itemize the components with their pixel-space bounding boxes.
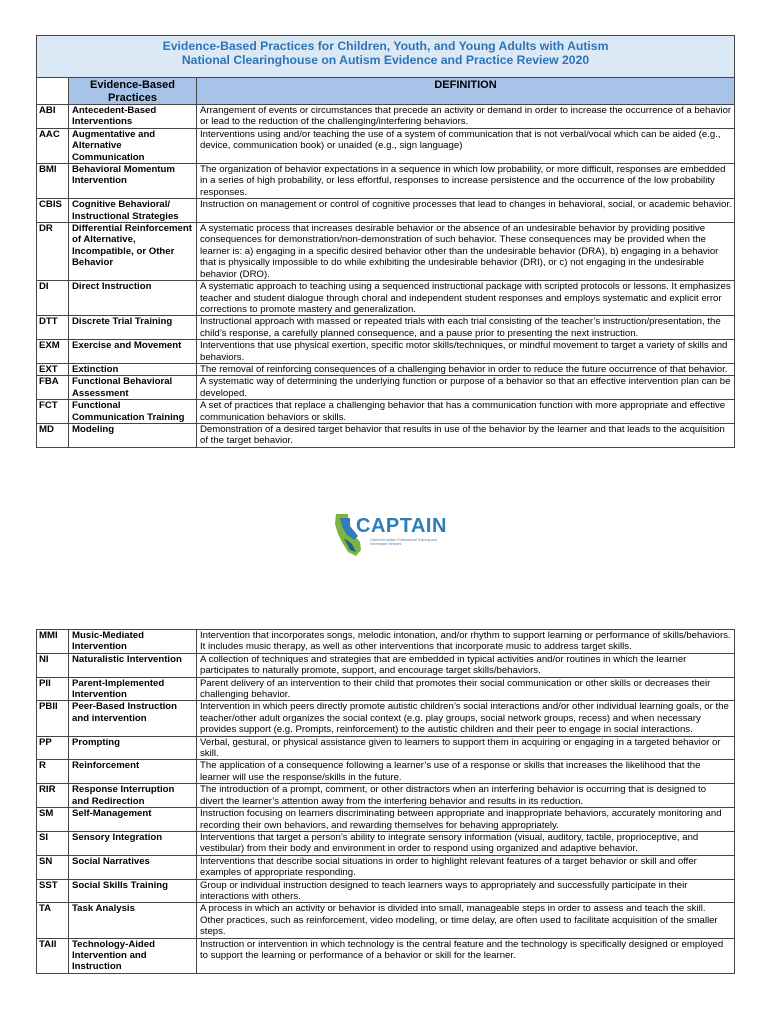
practice-definition: The organization of behavior expectations in a sequence in which low probability, or more difficult, responses are embedded in a series of high probability, or less effortful, responses to increase persistence and the occurrence of the low probability responses. — [197, 164, 735, 199]
practice-definition: Instruction on management or control of cognitive processes that lead to changes in behavioral, social, or academic behavior. — [197, 199, 735, 223]
practice-name: Social Skills Training — [69, 879, 197, 903]
practice-abbreviation: SN — [37, 855, 69, 879]
practice-definition: The application of a consequence following a learner’s use of a response or skills that increases the likelihood that the learner will use the response/skills in the future. — [197, 760, 735, 784]
practice-abbreviation: DTT — [37, 316, 69, 340]
practice-name: Self-Management — [69, 808, 197, 832]
header-definition: DEFINITION — [197, 78, 735, 105]
practice-row — [37, 677, 735, 701]
practice-row — [37, 630, 735, 654]
header-abbr-cell — [37, 78, 69, 105]
practice-definition: Interventions that describe social situations in order to highlight relevant features of a target behavior or skill and offer examples of appropriate responding. — [197, 855, 735, 879]
practice-definition: Verbal, gestural, or physical assistance given to learners to support them in acquiring or engaging in a targeted behavior or skill. — [197, 736, 735, 760]
practice-definition: Intervention that incorporates songs, melodic intonation, and/or rhythm to support learning or performance of skills/behaviors. It includes music therapy, as well as other interventions that incorporate music to address target skills. — [197, 630, 735, 654]
practice-abbreviation: NI — [37, 653, 69, 677]
practice-row — [37, 784, 735, 808]
practice-abbreviation: PP — [37, 736, 69, 760]
practice-row — [37, 701, 735, 736]
practice-name: Naturalistic Intervention — [69, 653, 197, 677]
title-line-2: National Clearinghouse on Autism Evidence and Practice Review 2020 — [181, 53, 590, 67]
practice-definition: Instructional approach with massed or repeated trials with each trial consisting of the teacher’s instruction/presentation, the child’s response, a carefully planned consequence, and a pause prior to presenting the next instruction. — [197, 316, 735, 340]
practice-definition: Interventions that use physical exertion, specific motor skills/techniques, or mindful movement to target a variety of skills and behaviors. — [197, 340, 735, 364]
practice-abbreviation: DR — [37, 223, 69, 281]
practice-definition: A set of practices that replace a challenging behavior that has a communication function with more appropriate and effective communication behaviors or skills. — [197, 400, 735, 424]
practice-name: Music-Mediated Intervention — [69, 630, 197, 654]
practice-definition: Arrangement of events or circumstances that precede an activity or demand in order to increase the occurrence of a behavior or lead to the reduction of the challenging/interfering behaviors. — [197, 105, 735, 129]
practice-name: Peer-Based Instruction and intervention — [69, 701, 197, 736]
header-row — [37, 78, 735, 105]
practice-definition: Interventions using and/or teaching the use of a system of communication that is not verbal/vocal which can be aided (e.g., device, communication book) or unaided (e.g., sign language) — [197, 128, 735, 163]
practice-definition: The removal of reinforcing consequences of a challenging behavior in order to reduce the future occurrence of that behavior. — [197, 363, 735, 375]
practice-name: Prompting — [69, 736, 197, 760]
practice-row — [37, 340, 735, 364]
practice-definition: Interventions that target a person’s ability to integrate sensory information (visual, auditory, tactile, proprioceptive, and vestibular) from their body and environment in order to respond using organized and adaptive behavior. — [197, 831, 735, 855]
practice-abbreviation: MD — [37, 423, 69, 447]
practice-abbreviation: SST — [37, 879, 69, 903]
practice-definition: Parent delivery of an intervention to their child that promotes their social communication or other skills or decreases their challenging behavior. — [197, 677, 735, 701]
practice-row — [37, 376, 735, 400]
practice-abbreviation: AAC — [37, 128, 69, 163]
title-line-1: Evidence-Based Practices for Children, Youth, and Young Adults with Autism — [162, 39, 609, 53]
practice-abbreviation: CBIS — [37, 199, 69, 223]
practice-definition: Intervention in which peers directly promote autistic children’s social interactions and/or other individual learning goals, or the teacher/other adult organizes the social context (e.g. play groups, social network groups, recess) and when necessary provides support (e.g. Prompts, reinforcement) to the autistic children and their peer to engage in social interactions. — [197, 701, 735, 736]
practice-definition: A process in which an activity or behavior is divided into small, manageable steps in order to assess and teach the skill. Other practices, such as reinforcement, video modeling, or time delay, are often used to facilitate acquisition of the smaller steps. — [197, 903, 735, 938]
practice-definition: Instruction or intervention in which technology is the central feature and the technology is specifically designed or employed to support the learning or performance of a behavior or skill for the learner. — [197, 938, 735, 973]
practice-row — [37, 808, 735, 832]
practice-name: Modeling — [69, 423, 197, 447]
practice-abbreviation: R — [37, 760, 69, 784]
practice-abbreviation: FCT — [37, 400, 69, 424]
practice-definition: Instruction focusing on learners discriminating between appropriate and inappropriate behaviors, accurately monitoring and recording their own behaviors, and rewarding themselves for behaving appropriately. — [197, 808, 735, 832]
practice-row — [37, 653, 735, 677]
document-title — [37, 36, 735, 78]
practice-definition: A collection of techniques and strategies that are embedded in typical activities and/or routines in which the learner participates to naturally promote, support, and encourage target skills/behaviors. — [197, 653, 735, 677]
practice-definition: Group or individual instruction designed to teach learners ways to appropriately and successfully participate in their interactions with others. — [197, 879, 735, 903]
practice-name: Response Interruption and Redirection — [69, 784, 197, 808]
practice-name: Exercise and Movement — [69, 340, 197, 364]
practice-definition: The introduction of a prompt, comment, or other distractors when an interfering behavior is occurring that is designed to divert the learner’s attention away from the interfering behavior and results in its reduction. — [197, 784, 735, 808]
logo-subtitle: California Autism Professional Training and Information Network — [370, 538, 437, 546]
practice-abbreviation: ABI — [37, 105, 69, 129]
practice-abbreviation: EXT — [37, 363, 69, 375]
practice-abbreviation: TAII — [37, 938, 69, 973]
practice-row — [37, 903, 735, 938]
practice-name: Extinction — [69, 363, 197, 375]
title-row — [37, 36, 735, 78]
practice-name: Parent-Implemented Intervention — [69, 677, 197, 701]
practice-row — [37, 128, 735, 163]
practice-row — [37, 199, 735, 223]
practice-row — [37, 736, 735, 760]
practice-name: Cognitive Behavioral/ Instructional Strategies — [69, 199, 197, 223]
practice-definition: A systematic way of determining the underlying function or purpose of a behavior so that an effective intervention plan can be developed. — [197, 376, 735, 400]
practice-row — [37, 831, 735, 855]
practice-name: Antecedent-Based Interventions — [69, 105, 197, 129]
practice-definition: A systematic process that increases desirable behavior or the absence of an undesirable behavior by providing positive consequences for demonstration/non-demonstration of such behavior. These consequences may be provided when the learner is: a) engaging in a specific desired behavior other than the undesirable behavior (DRA), b) engaging in a behavior that is physically impossible to do while exhibiting the undesirable behavior (DRI), or c) not engaging in the undesirable behavior (DRO). — [197, 223, 735, 281]
practice-definition: Demonstration of a desired target behavior that results in use of the behavior by the learner and that leads to the acquisition of the target behavior. — [197, 423, 735, 447]
header-practices: Evidence-Based Practices — [69, 78, 197, 105]
practice-name: Sensory Integration — [69, 831, 197, 855]
practice-abbreviation: BMI — [37, 164, 69, 199]
practice-row — [37, 363, 735, 375]
ebp-table-top — [36, 35, 735, 448]
practice-name: Augmentative and Alternative Communication — [69, 128, 197, 163]
practice-abbreviation: FBA — [37, 376, 69, 400]
ebp-table-bottom — [36, 629, 735, 974]
practice-name: Task Analysis — [69, 903, 197, 938]
practice-abbreviation: TA — [37, 903, 69, 938]
practice-name: Direct Instruction — [69, 281, 197, 316]
practice-abbreviation: PII — [37, 677, 69, 701]
practice-abbreviation: RIR — [37, 784, 69, 808]
practice-row — [37, 105, 735, 129]
practice-row — [37, 855, 735, 879]
practice-name: Reinforcement — [69, 760, 197, 784]
practice-abbreviation: PBII — [37, 701, 69, 736]
practice-name: Social Narratives — [69, 855, 197, 879]
practice-name: Technology-Aided Intervention and Instruction — [69, 938, 197, 973]
practice-abbreviation: SI — [37, 831, 69, 855]
practice-abbreviation: EXM — [37, 340, 69, 364]
practice-abbreviation: SM — [37, 808, 69, 832]
practice-row — [37, 423, 735, 447]
practice-row — [37, 164, 735, 199]
practice-row — [37, 400, 735, 424]
practice-abbreviation: MMI — [37, 630, 69, 654]
practice-row — [37, 316, 735, 340]
practice-abbreviation: DI — [37, 281, 69, 316]
practice-row — [37, 938, 735, 973]
captain-logo — [330, 512, 447, 560]
practice-name: Functional Behavioral Assessment — [69, 376, 197, 400]
practice-name: Discrete Trial Training — [69, 316, 197, 340]
practice-row — [37, 281, 735, 316]
practice-definition: A systematic approach to teaching using a sequenced instructional package with scripted protocols or lessons. It emphasizes teacher and student dialogue through choral and independent student responses and employs systematic and explicit error corrections to promote mastery and generalization. — [197, 281, 735, 316]
practice-name: Behavioral Momentum Intervention — [69, 164, 197, 199]
practice-row — [37, 223, 735, 281]
practice-name: Functional Communication Training — [69, 400, 197, 424]
practice-row — [37, 760, 735, 784]
practice-row — [37, 879, 735, 903]
logo-wordmark: CAPTAIN — [356, 515, 447, 537]
practice-name: Differential Reinforcement of Alternative, Incompatible, or Other Behavior — [69, 223, 197, 281]
